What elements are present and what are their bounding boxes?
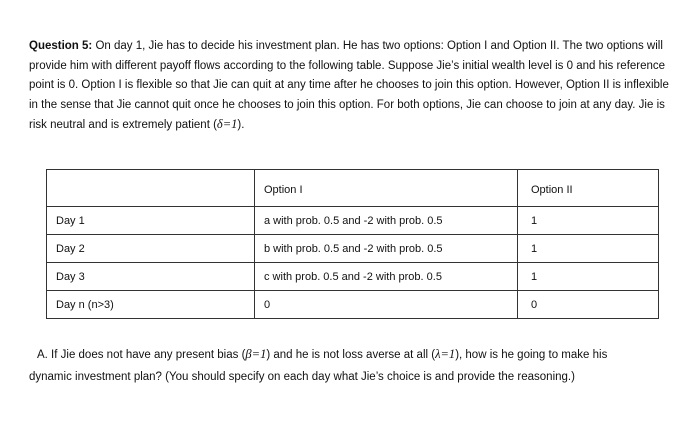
option-1-cell: b with prob. 0.5 and -2 with prob. 0.5 — [255, 235, 518, 263]
question-text-end: ). — [237, 119, 245, 132]
question-label: Question 5: — [29, 40, 93, 52]
beta-symbol: β=1 — [245, 347, 267, 361]
table-row — [47, 291, 659, 319]
option-1-cell: a with prob. 0.5 and -2 with prob. 0.5 — [255, 207, 518, 235]
table-row — [47, 235, 659, 263]
option-2-cell: 0 — [518, 291, 659, 319]
payoff-table — [46, 169, 659, 319]
lambda-symbol: λ=1 — [435, 347, 456, 361]
option-2-cell: 1 — [518, 235, 659, 263]
part-a-paragraph — [29, 343, 669, 388]
option-1-cell: 0 — [255, 291, 518, 319]
option-2-cell: 1 — [518, 207, 659, 235]
option-2-cell: 1 — [518, 263, 659, 291]
day-cell: Day n (n>3) — [47, 291, 255, 319]
part-a-text: ) and he is not loss averse at all ( — [266, 349, 436, 361]
day-cell: Day 1 — [47, 207, 255, 235]
table-header-row — [47, 170, 659, 207]
part-a-text: A. If Jie does not have any present bias ( — [37, 349, 246, 361]
delta-symbol: δ=1 — [216, 117, 238, 132]
header-cell-option-1: Option I — [255, 170, 518, 207]
part-a-line-2: dynamic investment plan? (You should specify on each day what Jie’s choice is and provide the reasoning.) — [29, 371, 575, 383]
table-row — [47, 263, 659, 291]
header-cell-day — [47, 170, 255, 207]
table-row — [47, 207, 659, 235]
question-paragraph — [29, 37, 671, 136]
day-cell: Day 2 — [47, 235, 255, 263]
part-a-text: ), how is he going to make his — [455, 349, 608, 361]
day-cell: Day 3 — [47, 263, 255, 291]
option-1-cell: c with prob. 0.5 and -2 with prob. 0.5 — [255, 263, 518, 291]
part-a-line-1 — [29, 343, 669, 366]
question-text: On day 1, Jie has to decide his investment plan. He has two options: Option I and Option II. The two options will provide him with different payoff flows according to the following table. Suppose Jie’s initial wealth level is 0 and his reference point is 0. Option I is flexible so that Jie can quit at any time after he chooses to join this option. However, Option II is inflexible in the sense that Jie cannot quit once he chooses to join this option. For both options, Jie can choose to join at any day. Jie is risk neutral and is extremely patient ( — [29, 40, 669, 132]
header-cell-option-2: Option II — [518, 170, 659, 207]
